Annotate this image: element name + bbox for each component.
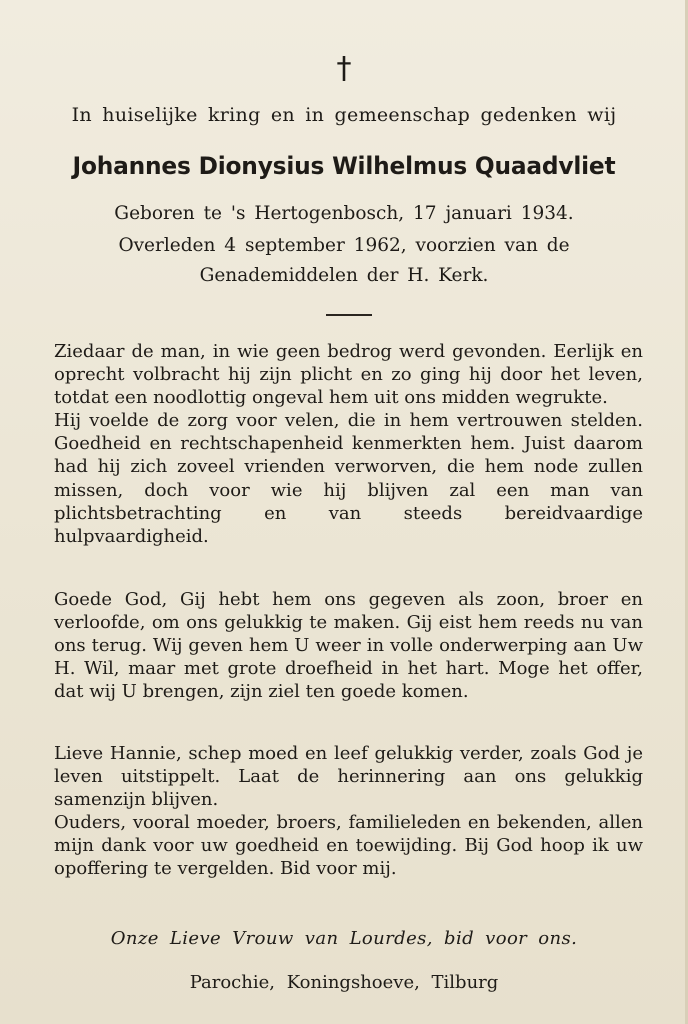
parish-line: Parochie, Koningshoeve, Tilburg	[189, 972, 499, 993]
paragraph-prayer-to-god: Goede God, Gij hebt hem ons gegeven als zoon, broer en verloofde, om ons gelukkig te maken. Gij eist hem reeds nu van ons terug. Wij geven hem U weer in volle onderwerping aan Uw H. Wil, maar met grote droefheid in het hart. Moge het offer, dat wij U brengen, zijn ziel ten goede komen.	[54, 589, 643, 703]
closing-prayer: Onze Lieve Vrouw van Lourdes, bid voor ons.	[110, 928, 578, 949]
intro-line: In huiselijke kring en in gemeenschap gedenken wij	[71, 104, 617, 126]
paragraph-farewell: Lieve Hannie, schep moed en leef gelukkig verder, zoals God je leven uitstippelt. Laat de herinnering aan ons gelukkig samenzijn blijven. Ouders, vooral moeder, broers, familieleden en bekenden, allen mijn dank voor uw goedheid en toewijding. Bij God hoop ik uw opoffering te vergelden. Bid voor mij.	[54, 743, 643, 880]
cross-icon: †	[336, 51, 352, 86]
divider	[326, 314, 372, 316]
deceased-name: Johannes Dionysius Wilhelmus Quaadvliet	[72, 152, 616, 180]
death-line: Overleden 4 september 1962, voorzien van de	[118, 235, 570, 256]
birth-line: Geboren te 's Hertogenbosch, 17 januari 1934.	[114, 203, 574, 224]
paragraph-tribute: Ziedaar de man, in wie geen bedrog werd gevonden. Eerlijk en oprecht volbracht hij zijn plicht en zo ging hij door het leven, totdat een noodlottig ongeval hem uit ons midden wegrukte. Hij voelde de zorg voor velen, die in hem vertrouwen stelden. Goedheid en rechtschapenheid kenmerkten hem. Juist daarom had hij zich zoveel vrienden verworven, die hem node zullen missen, doch voor wie hij blijven zal een man van plichtsbetrachting en van steeds bereidvaardige hulpvaardigheid.	[54, 341, 643, 547]
sacraments-line: Genademiddelen der H. Kerk.	[199, 265, 489, 286]
